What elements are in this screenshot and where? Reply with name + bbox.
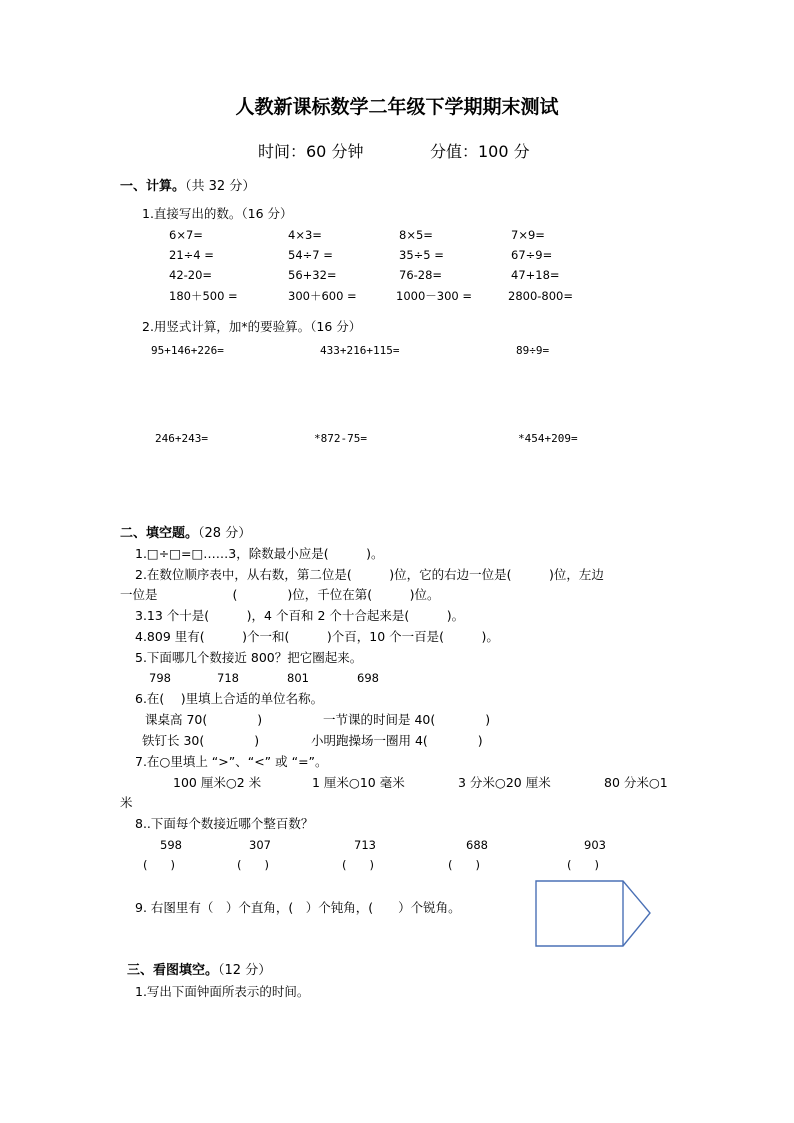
section3-title: 三、看图填空。 xyxy=(127,963,219,978)
section2-q6: 6.在( )里填上合适的单位名称。 xyxy=(135,691,324,706)
calc-item: 21÷4 = xyxy=(169,248,214,262)
section2-points: （28 分） xyxy=(198,526,252,541)
calc-item: 47+18= xyxy=(511,268,560,282)
section3-points: （12 分） xyxy=(218,963,272,978)
section2-q8: 8..下面每个数接近哪个整百数？ xyxy=(135,816,314,831)
section3-heading xyxy=(127,964,271,977)
page-title: 人教新课标数学二年级下学期期末测试 xyxy=(235,96,559,118)
q8-answer-blank: ( ) xyxy=(567,858,599,872)
section2-q4: 4.809 里有( )个一和( )个百，10 个一百是( )。 xyxy=(135,629,499,644)
vertical-calc-item: *454+209= xyxy=(518,432,578,445)
section1-points: （共 32 分） xyxy=(185,179,256,194)
calc-item: 42-20= xyxy=(169,268,213,282)
calc-item: 2800-800= xyxy=(508,289,574,303)
q6-item: 一节课的时间是 40( ) xyxy=(323,712,491,727)
section2-q7: 7.在○里填上 “>”、“<” 或 “=”。 xyxy=(135,754,328,769)
section1-heading xyxy=(120,180,255,193)
q8-number: 688 xyxy=(466,838,488,852)
q7-item: 100 厘米○2 米 xyxy=(173,775,262,790)
vertical-calc-item: *872-75= xyxy=(314,432,367,445)
calc-item: 8×5= xyxy=(399,228,433,242)
calc-item: 67÷9= xyxy=(511,248,553,262)
pentagon-outline xyxy=(536,881,650,946)
q5-number: 718 xyxy=(217,671,239,685)
q6-item: 铁钉长 30( ) xyxy=(142,733,260,748)
calc-item: 35÷5 = xyxy=(399,248,444,262)
calc-item: 56+32= xyxy=(288,268,337,282)
q6-item: 课桌高 70( ) xyxy=(145,712,263,727)
calc-item: 300＋600 = xyxy=(288,289,357,303)
section2-q3: 3.13 个十是( )，4 个百和 2 个十合起来是( )。 xyxy=(135,608,465,623)
q8-answer-blank: ( ) xyxy=(448,858,480,872)
q7-item: 80 分米○1 xyxy=(604,775,668,790)
q6-item: 小明跑操场一圈用 4( ) xyxy=(311,733,483,748)
q5-number: 698 xyxy=(357,671,379,685)
vertical-calc-item: 95+146+226= xyxy=(151,344,224,357)
section2-heading xyxy=(120,527,251,540)
section1-q1: 1.直接写出的数。（16 分） xyxy=(142,206,293,221)
q8-number: 713 xyxy=(354,838,376,852)
q8-number: 903 xyxy=(584,838,606,852)
section1-q2: 2.用竖式计算，加*的要验算。（16 分） xyxy=(142,319,362,334)
section2-q1: 1.□÷□=□……3，除数最小应是( )。 xyxy=(135,546,384,561)
q7-item: 3 分米○20 厘米 xyxy=(458,775,551,790)
q8-answer-blank: ( ) xyxy=(143,858,175,872)
exam-score: 分值：100 分 xyxy=(430,142,530,161)
q8-number: 598 xyxy=(160,838,182,852)
section2-q2-line2: 一位是 ( )位，千位在第( )位。 xyxy=(120,587,440,602)
calc-item: 76-28= xyxy=(399,268,443,282)
section3-q1: 1.写出下面钟面所表示的时间。 xyxy=(135,984,310,999)
q5-number: 798 xyxy=(149,671,171,685)
section1-title: 一、计算。 xyxy=(120,179,186,194)
q5-number: 801 xyxy=(287,671,309,685)
section2-title: 二、填空题。 xyxy=(120,526,199,541)
q7-tail: 米 xyxy=(120,795,133,810)
q8-answer-blank: ( ) xyxy=(342,858,374,872)
section2-q5: 5.下面哪几个数接近 800？把它圈起来。 xyxy=(135,650,363,665)
vertical-calc-item: 246+243= xyxy=(155,432,208,445)
calc-item: 7×9= xyxy=(511,228,545,242)
calc-item: 1000－300 = xyxy=(396,289,473,303)
calc-item: 6×7= xyxy=(169,228,203,242)
q7-item: 1 厘米○10 毫米 xyxy=(312,775,405,790)
q8-answer-blank: ( ) xyxy=(237,858,269,872)
vertical-calc-item: 89÷9= xyxy=(516,344,550,357)
calc-item: 54÷7 = xyxy=(288,248,333,262)
exam-time: 时间：60 分钟 xyxy=(258,142,364,161)
pentagon-figure xyxy=(530,876,656,952)
q8-number: 307 xyxy=(249,838,271,852)
section2-q2-line1: 2.在数位顺序表中，从右数，第二位是( )位，它的右边一位是( )位，左边 xyxy=(135,567,604,582)
section2-q9: 9. 右图里有（ ）个直角，( ）个钝角，( ）个锐角。 xyxy=(135,900,461,915)
calc-item: 180＋500 = xyxy=(169,289,238,303)
vertical-calc-item: 433+216+115= xyxy=(320,344,400,357)
calc-item: 4×3= xyxy=(288,228,322,242)
